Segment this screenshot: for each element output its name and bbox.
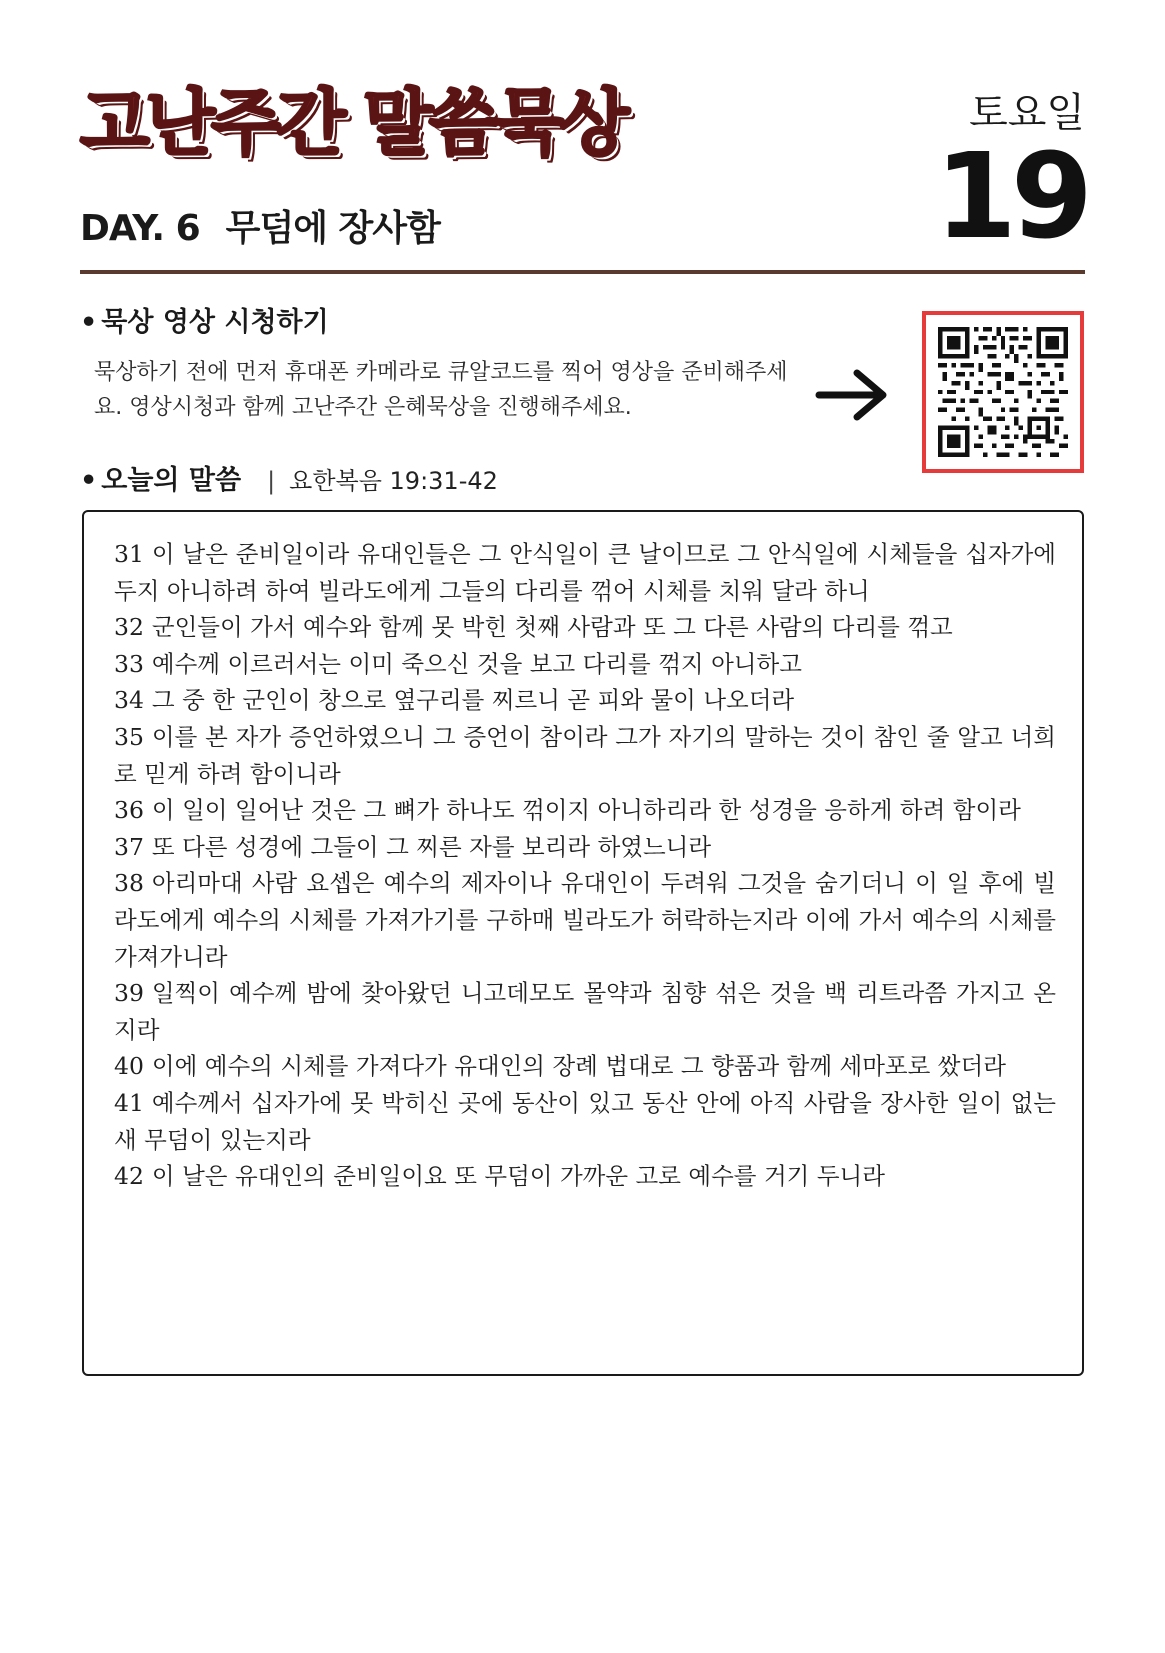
verse-item (114, 536, 1056, 609)
verse-item (114, 829, 1056, 866)
verse-number: 32 (114, 613, 144, 642)
verse-number: 37 (114, 832, 144, 861)
verse-text: 이 날은 유대인의 준비일이요 또 무덤이 가까운 고로 예수를 거기 두니라 (151, 1162, 885, 1191)
verse-item (114, 865, 1056, 975)
arrow-right-icon (815, 365, 891, 425)
scripture-box (82, 510, 1084, 1376)
verse-text: 그 중 한 군인이 창으로 옆구리를 찌르니 곧 피와 물이 나오더라 (151, 686, 795, 715)
weekday-label: 토요일 (969, 90, 1085, 136)
verse-number: 42 (114, 1162, 144, 1191)
bullet: • (80, 307, 98, 338)
scripture-reference: 요한복음 19:31-42 (289, 467, 498, 495)
verse-number: 35 (114, 722, 144, 751)
todays-word-title: 오늘의 말씀 (101, 465, 242, 496)
bullet: • (80, 465, 98, 496)
verse-item (114, 646, 1056, 683)
verse-text: 또 다른 성경에 그들이 그 찌른 자를 보리라 하였느니라 (151, 832, 712, 861)
heading-separator: | (267, 467, 276, 495)
verse-text: 이를 본 자가 증언하였으니 그 증언이 참이라 그가 자기의 말하는 것이 참인 줄 알고 너희로 믿게 하려 함이니라 (114, 722, 1056, 788)
verse-item (114, 1085, 1056, 1158)
verse-number: 33 (114, 649, 144, 678)
verse-item (114, 609, 1056, 646)
verse-item (114, 719, 1056, 792)
verse-item (114, 1048, 1056, 1085)
verse-text: 이 일이 일어난 것은 그 뼈가 하나도 꺾이지 아니하리라 한 성경을 응하게 하려 함이라 (151, 796, 1021, 825)
verse-number: 40 (114, 1052, 144, 1081)
todays-word-heading (80, 463, 498, 499)
date-number: 19 (934, 127, 1087, 265)
verse-text: 아리마대 사람 요셉은 예수의 제자이나 유대인이 두려워 그것을 숨기더니 이 일 후에 빌라도에게 예수의 시체를 가져가기를 구하매 빌라도가 허락하는지라 이에 가서 예수의 시체를 가져가니라 (114, 869, 1056, 971)
verse-text: 군인들이 가서 예수와 함께 못 박힌 첫째 사람과 또 그 다른 사람의 다리를 꺾고 (151, 613, 953, 642)
verse-item (114, 792, 1056, 829)
verse-item (114, 1158, 1056, 1195)
verse-text: 예수께 이르러서는 이미 죽으신 것을 보고 다리를 꺾지 아니하고 (151, 649, 802, 678)
qr-code-icon[interactable] (938, 327, 1068, 457)
verse-number: 34 (114, 686, 144, 715)
verse-number: 39 (114, 979, 144, 1008)
verse-item (114, 975, 1056, 1048)
page-title: 고난주간 말씀묵상 (80, 81, 626, 165)
verse-number: 31 (114, 540, 144, 568)
verse-text: 일찍이 예수께 밤에 찾아왔던 니고데모도 몰약과 침향 섞은 것을 백 리트라쯤 가지고 온지라 (114, 979, 1056, 1044)
verse-list (114, 536, 1056, 1195)
verse-number: 41 (114, 1088, 144, 1117)
header-divider (80, 270, 1085, 274)
day-label: DAY. 6 (80, 208, 200, 249)
day-heading (80, 205, 440, 253)
qr-code-frame[interactable] (922, 311, 1084, 473)
video-instructions: 묵상하기 전에 먼저 휴대폰 카메라로 큐알코드를 찍어 영상을 준비해주세요. 영상시청과 함께 고난주간 은혜묵상을 진행해주세요. (94, 360, 788, 420)
video-section-title: 묵상 영상 시청하기 (101, 307, 329, 338)
verse-text: 예수께서 십자가에 못 박히신 곳에 동산이 있고 동산 안에 아직 사람을 장사한 일이 없는 새 무덤이 있는지라 (114, 1088, 1056, 1154)
video-section-heading (80, 305, 329, 341)
verse-number: 36 (114, 796, 144, 825)
verse-text: 이 날은 준비일이라 유대인들은 그 안식일이 큰 날이므로 그 안식일에 시체들을 십자가에 두지 아니하려 하여 빌라도에게 그들의 다리를 꺾어 시체를 치워 달라 하니 (114, 540, 1056, 605)
day-subtitle: 무덤에 장사함 (225, 208, 440, 249)
verse-number: 38 (114, 869, 144, 898)
verse-text: 이에 예수의 시체를 가져다가 유대인의 장례 법대로 그 향품과 함께 세마포로 쌌더라 (151, 1052, 1006, 1081)
verse-item (114, 682, 1056, 719)
